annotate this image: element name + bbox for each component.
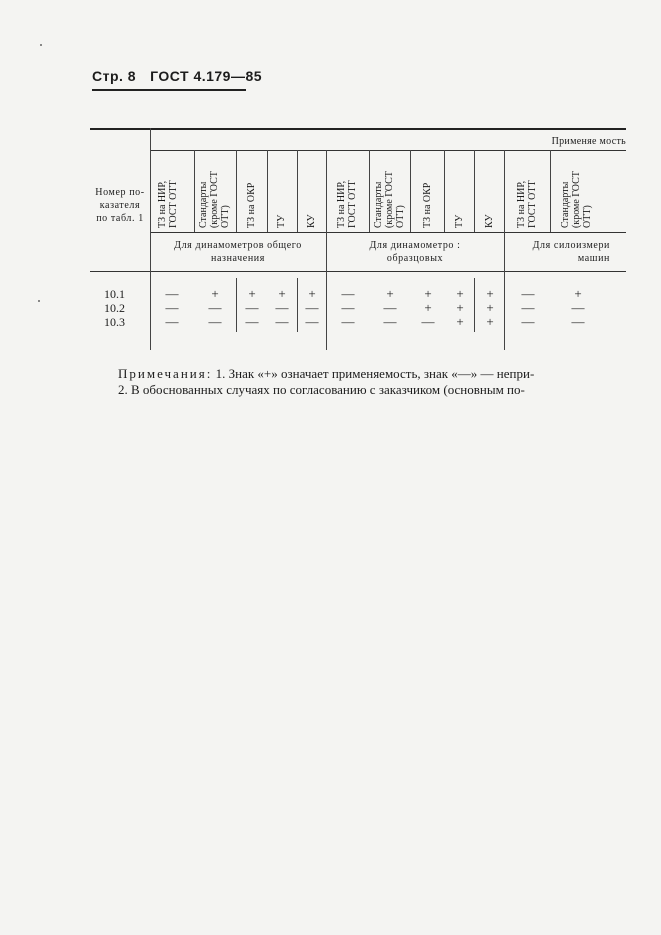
group-caption: Для динамометров общего назначения (174, 240, 302, 264)
notes-text-1: 1. Знак «+» означает применяемость, знак «—» — непри- (212, 366, 535, 381)
group-caption: Для динамометро : образцовых (369, 240, 461, 264)
table-cell: — (571, 300, 585, 315)
col-divider (410, 150, 411, 232)
table-cell: + (386, 286, 394, 301)
group-rule (150, 232, 626, 233)
group-caption: Для силоизмери машин (532, 240, 610, 264)
col-header: Стандарты (кроме ГОСТ ОТТ) (373, 171, 406, 228)
table-cell: + (424, 286, 432, 301)
table-cell: + (248, 286, 256, 301)
notes-line-2: 2. В обоснованных случаях по согласованию с заказчиком (основным по- (118, 382, 525, 397)
header-bottom-rule (90, 271, 626, 272)
col-divider (297, 150, 298, 232)
table-cell: + (456, 300, 464, 315)
notes-line-1 (118, 366, 610, 382)
table-cell: + (486, 300, 494, 315)
col-divider (474, 150, 475, 232)
table-cell: — (421, 314, 435, 329)
col-header: ТЗ на НИР, ГОСТ ОТТ (157, 180, 179, 228)
table-cell: — (208, 300, 222, 315)
col-header: ТЗ на ОКР (246, 182, 257, 228)
col-header: ТУ (454, 214, 465, 228)
table-cell: — (521, 286, 535, 301)
table-cell: — (383, 300, 397, 315)
table-cell: + (211, 286, 219, 301)
table-cell: — (275, 314, 289, 329)
table-cell: — (341, 286, 355, 301)
col-divider (267, 150, 268, 232)
col-header: Стандарты (кроме ГОСТ ОТТ) (198, 171, 231, 228)
table-cell: — (245, 314, 259, 329)
table-cell: + (574, 286, 582, 301)
col-header: ТЗ на НИР, ГОСТ ОТТ (516, 180, 538, 228)
col-header: КУ (484, 214, 495, 228)
table-cell: + (278, 286, 286, 301)
col-header: ТЗ на НИР, ГОСТ ОТТ (336, 180, 358, 228)
page-number: Стр. 8 (92, 68, 137, 84)
header-rule (92, 89, 246, 91)
applicability-rule (150, 150, 626, 151)
standard-number: ГОСТ 4.179—85 (150, 68, 263, 84)
col-header: КУ (306, 214, 317, 228)
col-header: ТУ (276, 214, 287, 228)
col-header: ТЗ на ОКР (422, 182, 433, 228)
applicability-header: Применяе мость (551, 136, 626, 147)
table-cell: + (424, 300, 432, 315)
col-divider (150, 128, 151, 350)
col-divider (236, 150, 237, 232)
table-cell: — (245, 300, 259, 315)
table-cell: + (456, 314, 464, 329)
table-cell: — (208, 314, 222, 329)
scan-speck (38, 300, 40, 302)
col-divider (444, 150, 445, 232)
table-top-rule (90, 128, 626, 130)
row-label: 10.1 (104, 287, 125, 301)
table-cell: — (165, 314, 179, 329)
table-cell: + (308, 286, 316, 301)
page-header (92, 68, 262, 84)
table-cell: — (571, 314, 585, 329)
row-label: 10.3 (104, 315, 125, 329)
col-divider (550, 150, 551, 232)
table-cell: — (383, 314, 397, 329)
notes (118, 366, 610, 398)
table-cell: + (486, 286, 494, 301)
table-cell: — (305, 300, 319, 315)
table-cell: — (165, 286, 179, 301)
table-cell: + (486, 314, 494, 329)
row-number-header: Номер по- казателя по табл. 1 (95, 187, 145, 224)
col-divider (194, 150, 195, 232)
col-header: Стандарты (кроме ГОСТ ОТТ) (560, 171, 593, 228)
col-divider (369, 150, 370, 232)
notes-label: Примечания: (118, 366, 213, 381)
row-label: 10.2 (104, 301, 125, 315)
scan-speck (40, 44, 42, 46)
table-cell: — (521, 314, 535, 329)
table-cell: — (341, 314, 355, 329)
table-cell: — (305, 314, 319, 329)
table-cell: — (165, 300, 179, 315)
table-cell: — (521, 300, 535, 315)
table-cell: — (341, 300, 355, 315)
table-cell: — (275, 300, 289, 315)
table-cell: + (456, 286, 464, 301)
